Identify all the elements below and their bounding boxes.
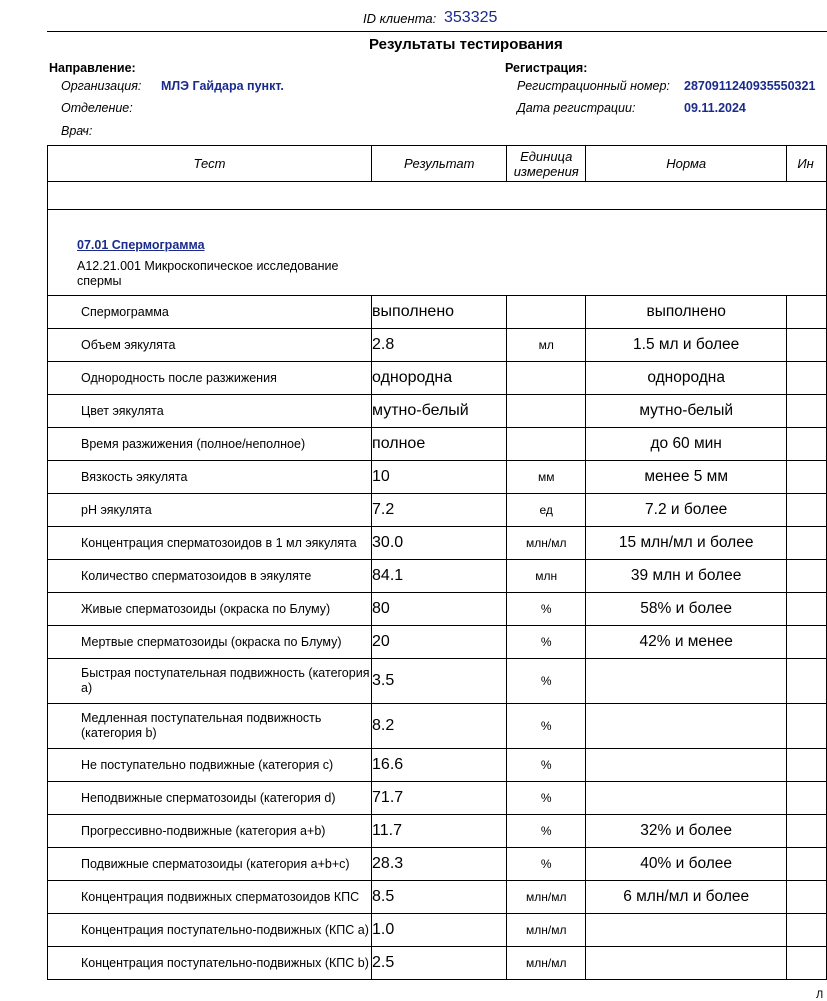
results-table [47,145,827,980]
test-result: 10 [372,461,507,494]
test-name: Не поступательно подвижные (категория c) [48,749,372,782]
test-extra [787,815,827,848]
test-unit: ед [507,494,586,527]
registration-number-value: 2870911240935550321 [684,79,816,93]
header-extra: Ин [787,146,827,182]
header-result: Результат [372,146,507,182]
test-name: Спермограмма [48,296,372,329]
referral-heading: Направление: [49,61,136,75]
test-norm [586,659,787,704]
table-row [48,881,827,914]
test-unit [507,296,586,329]
test-norm: 6 млн/мл и более [586,881,787,914]
test-name: Время разжижения (полное/неполное) [48,428,372,461]
table-row [48,659,827,704]
organization-value: МЛЭ Гайдара пункт. [161,79,284,93]
test-norm: 58% и более [586,593,787,626]
table-row [48,329,827,362]
test-name: Мертвые сперматозоиды (окраска по Блуму) [48,626,372,659]
test-extra [787,626,827,659]
page-title: Результаты тестирования [369,36,563,53]
table-row [48,704,827,749]
test-unit: % [507,815,586,848]
test-extra [787,659,827,704]
test-extra [787,704,827,749]
test-name: Прогрессивно-подвижные (категория a+b) [48,815,372,848]
test-unit: % [507,626,586,659]
test-result: 8.2 [372,704,507,749]
test-unit [507,362,586,395]
test-extra [787,560,827,593]
table-row [48,527,827,560]
spacer-row [48,182,827,210]
test-norm [586,782,787,815]
test-unit: % [507,659,586,704]
test-norm [586,749,787,782]
table-row [48,461,827,494]
table-row [48,362,827,395]
test-name: Цвет эякулята [48,395,372,428]
test-unit: млн/мл [507,881,586,914]
test-unit: % [507,593,586,626]
test-extra [787,527,827,560]
test-name: Однородность после разжижения [48,362,372,395]
header-unit: Единица измерения [507,146,586,182]
table-row [48,626,827,659]
test-extra [787,329,827,362]
registration-heading: Регистрация: [505,61,588,75]
test-extra [787,914,827,947]
test-extra [787,947,827,980]
test-unit [507,428,586,461]
test-name: Неподвижные сперматозоиды (категория d) [48,782,372,815]
test-result: 2.8 [372,329,507,362]
header-test: Тест [48,146,372,182]
test-unit [507,395,586,428]
test-norm: 7.2 и более [586,494,787,527]
test-result: 71.7 [372,782,507,815]
table-row [48,947,827,980]
test-unit: млн/мл [507,947,586,980]
header-divider [47,31,827,32]
table-row [48,560,827,593]
test-name: Живые сперматозоиды (окраска по Блуму) [48,593,372,626]
test-result: 3.5 [372,659,507,704]
test-norm: 39 млн и более [586,560,787,593]
test-extra [787,749,827,782]
registration-date-value: 09.11.2024 [684,101,746,115]
test-result: выполнено [372,296,507,329]
test-norm: выполнено [586,296,787,329]
test-unit: млн [507,560,586,593]
test-extra [787,848,827,881]
test-norm: однородна [586,362,787,395]
test-name: Медленная поступательная подвижность (категория b) [48,704,372,749]
test-result: 7.2 [372,494,507,527]
test-norm: менее 5 мм [586,461,787,494]
test-name: Быстрая поступательная подвижность (категория a) [48,659,372,704]
table-row [48,395,827,428]
table-row [48,914,827,947]
test-extra [787,362,827,395]
test-name: Количество сперматозоидов в эякуляте [48,560,372,593]
test-unit: % [507,848,586,881]
test-extra [787,593,827,626]
section-title-link[interactable]: 07.01 Спермограмма [77,238,205,252]
test-name: Концентрация поступательно-подвижных (КПС b) [48,947,372,980]
test-norm [586,914,787,947]
corner-text: Л [816,989,824,1001]
header-norm: Норма [586,146,787,182]
test-unit: млн/мл [507,527,586,560]
test-unit: % [507,782,586,815]
test-name: Концентрация поступательно-подвижных (КПС a) [48,914,372,947]
test-unit: % [507,749,586,782]
test-result: мутно-белый [372,395,507,428]
table-row [48,296,827,329]
section-row [48,210,827,296]
test-result: 80 [372,593,507,626]
test-result: 8.5 [372,881,507,914]
test-name: Концентрация сперматозоидов в 1 мл эякулята [48,527,372,560]
test-result: 1.0 [372,914,507,947]
test-result: 20 [372,626,507,659]
test-unit: млн/мл [507,914,586,947]
test-name: Концентрация подвижных сперматозоидов КПС [48,881,372,914]
test-norm: 42% и менее [586,626,787,659]
organization-label: Организация: [61,79,142,93]
test-norm [586,947,787,980]
test-name: pH эякулята [48,494,372,527]
table-row [48,428,827,461]
test-result: 28.3 [372,848,507,881]
test-result: 11.7 [372,815,507,848]
test-extra [787,881,827,914]
test-name: Объем эякулята [48,329,372,362]
test-result: 2.5 [372,947,507,980]
test-extra [787,494,827,527]
test-extra [787,395,827,428]
test-extra [787,461,827,494]
table-row [48,848,827,881]
test-result: 30.0 [372,527,507,560]
table-row [48,782,827,815]
table-row [48,749,827,782]
test-unit: % [507,704,586,749]
results-body [48,182,827,980]
section-subtitle: A12.21.001 Микроскопическое исследование спермы [77,259,339,288]
client-id-label: ID клиента: [363,11,437,26]
test-norm: 32% и более [586,815,787,848]
test-unit: мм [507,461,586,494]
registration-number-label: Регистрационный номер: [517,79,670,93]
test-extra [787,428,827,461]
table-row [48,593,827,626]
registration-date-label: Дата регистрации: [517,101,636,115]
test-extra [787,296,827,329]
test-norm: 40% и более [586,848,787,881]
test-norm: до 60 мин [586,428,787,461]
test-norm: 1.5 мл и более [586,329,787,362]
test-unit: мл [507,329,586,362]
department-label: Отделение: [61,101,133,115]
test-result: полное [372,428,507,461]
test-name: Подвижные сперматозоиды (категория a+b+c) [48,848,372,881]
test-result: 16.6 [372,749,507,782]
doctor-label: Врач: [61,124,93,138]
test-norm [586,704,787,749]
test-norm: 15 млн/мл и более [586,527,787,560]
test-result: 84.1 [372,560,507,593]
test-extra [787,782,827,815]
table-row [48,494,827,527]
test-result: однородна [372,362,507,395]
client-id-value: 353325 [444,9,498,26]
table-row [48,815,827,848]
test-norm: мутно-белый [586,395,787,428]
test-name: Вязкость эякулята [48,461,372,494]
